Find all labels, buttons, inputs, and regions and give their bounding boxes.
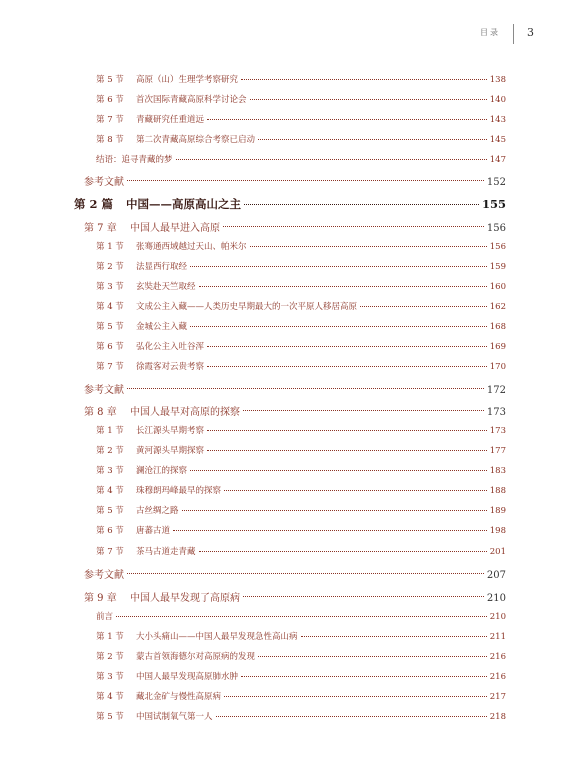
toc-entry-number: 第 5 节 — [96, 712, 124, 722]
toc-entry-text — [96, 300, 357, 312]
leader-dots — [224, 696, 487, 697]
toc-entry-title: 首次国际青藏高原科学讨论会 — [136, 95, 247, 105]
leader-dots — [207, 119, 487, 120]
toc-entry-number: 第 5 节 — [96, 322, 124, 332]
toc-entry-text — [96, 424, 204, 436]
toc-entry-number: 第 4 节 — [96, 302, 124, 312]
header-divider — [513, 24, 514, 44]
toc-entry-number: 第 4 节 — [96, 486, 124, 496]
toc-part-row[interactable] — [74, 196, 506, 212]
toc-page-number: 177 — [489, 446, 506, 456]
toc-references-row[interactable] — [84, 566, 506, 581]
toc-page-number: 173 — [486, 407, 506, 418]
toc-section-row[interactable] — [96, 280, 506, 292]
toc-entry-text — [96, 464, 187, 476]
toc-entry-text — [96, 710, 213, 722]
toc-chapter-row[interactable] — [84, 403, 506, 418]
leader-dots — [182, 510, 487, 511]
toc-entry-number: 第 3 节 — [96, 672, 124, 682]
toc-entry-text — [96, 73, 238, 85]
leader-dots — [207, 366, 487, 367]
toc-entry-title: 中国试制氧气第一人 — [136, 712, 213, 722]
toc-section-row[interactable] — [96, 630, 506, 642]
leader-dots — [224, 490, 487, 491]
toc-page-number: 210 — [486, 593, 506, 604]
toc-entry-number: 第 7 节 — [96, 115, 124, 125]
toc-entry-number: 第 7 节 — [96, 362, 124, 372]
toc-entry-number: 第 8 节 — [96, 135, 124, 145]
toc-entry-title: 澜沧江的探察 — [136, 466, 188, 476]
toc-entry-number: 第 2 节 — [96, 446, 124, 456]
toc-entry-text — [96, 153, 173, 165]
toc-entry-text — [84, 403, 240, 418]
toc-section-row[interactable] — [96, 524, 506, 536]
toc-entry-text — [96, 360, 204, 372]
toc-entry-text — [96, 484, 221, 496]
toc-section-row[interactable] — [96, 320, 506, 332]
toc-entry-number: 第 7 节 — [96, 547, 124, 557]
toc-entry-text — [84, 566, 124, 581]
toc-entry-text — [96, 545, 196, 557]
leader-dots — [127, 180, 484, 181]
toc-entry-text — [96, 113, 204, 125]
toc-chapter-row[interactable] — [84, 219, 506, 234]
toc-section-row[interactable] — [96, 484, 506, 496]
toc-entry-title: 长江源头早期考察 — [136, 426, 205, 436]
leader-dots — [207, 430, 487, 431]
toc-entry-title: 藏北金矿与慢性高原病 — [136, 692, 222, 702]
toc-page-number: 211 — [489, 632, 506, 642]
toc-entry-number: 第 2 篇 — [74, 197, 114, 211]
toc-page-number: 207 — [486, 570, 506, 581]
leader-dots — [190, 266, 487, 267]
toc-entry-title: 大小头痛山——中国人最早发现急性高山病 — [136, 632, 298, 642]
toc-section-row[interactable] — [96, 464, 506, 476]
toc-entry-title: 高原（山）生理学考察研究 — [136, 75, 239, 85]
toc-chapter-row[interactable] — [84, 589, 506, 604]
toc-entry-title: 参考文献 — [84, 385, 124, 396]
toc-entry-text — [96, 444, 204, 456]
toc-page-number: 156 — [486, 223, 506, 234]
leader-dots — [127, 573, 484, 574]
toc-section-row[interactable] — [96, 690, 506, 702]
toc-section-row[interactable] — [96, 710, 506, 722]
toc-entry-number: 第 6 节 — [96, 342, 124, 352]
leader-dots — [250, 246, 487, 247]
leader-dots — [199, 286, 487, 287]
toc-entry-text — [96, 650, 255, 662]
toc-entry-number: 第 8 章 — [84, 407, 117, 418]
toc-section-row[interactable] — [96, 153, 506, 165]
toc-page-number: 143 — [489, 115, 506, 125]
leader-dots — [223, 226, 484, 227]
toc-page-number: 156 — [489, 242, 506, 252]
leader-dots — [250, 99, 487, 100]
toc-section-row[interactable] — [96, 240, 506, 252]
toc-entry-title: 第二次青藏高原综合考察已启动 — [136, 135, 256, 145]
toc-page-number: 168 — [489, 322, 506, 332]
toc-entry-number: 第 1 节 — [96, 242, 124, 252]
toc-entry-title: 金城公主入藏 — [136, 322, 188, 332]
toc-entry-text — [84, 589, 240, 604]
toc-section-row[interactable] — [96, 545, 506, 557]
toc-entry-text — [96, 670, 238, 682]
leader-dots — [360, 306, 487, 307]
toc-page-number: 147 — [489, 155, 506, 165]
leader-dots — [199, 551, 487, 552]
toc-page-number: 145 — [489, 135, 506, 145]
toc-entry-number: 第 5 节 — [96, 506, 124, 516]
toc-entry-title: 玄奘赴天竺取经 — [136, 282, 196, 292]
toc-entry-title: 参考文献 — [84, 570, 124, 581]
toc-page-number: 210 — [489, 612, 506, 622]
toc-entry-title: 青藏研究任重道远 — [136, 115, 205, 125]
toc-entry-title: 茶马古道走青藏 — [136, 547, 196, 557]
leader-dots — [244, 204, 479, 205]
toc-entry-text — [96, 524, 170, 536]
leader-dots — [258, 656, 487, 657]
toc-entry-number: 第 2 节 — [96, 262, 124, 272]
toc-page-number: 170 — [489, 362, 506, 372]
toc-section-row[interactable] — [96, 610, 506, 622]
page-number: 3 — [527, 26, 534, 39]
toc-entry-number: 第 1 节 — [96, 426, 124, 436]
toc-entry-text — [96, 610, 113, 622]
toc-entry-number: 第 3 节 — [96, 282, 124, 292]
toc-entry-title: 张骞通西域越过天山、帕米尔 — [136, 242, 247, 252]
leader-dots — [176, 159, 487, 160]
toc-entry-text — [84, 381, 124, 396]
toc-page-number: 155 — [481, 197, 506, 211]
leader-dots — [258, 139, 487, 140]
toc-page-number: 217 — [489, 692, 506, 702]
toc-page-number: 216 — [489, 652, 506, 662]
toc-page-number: 183 — [489, 466, 506, 476]
toc-entry-text — [84, 219, 220, 234]
toc-entry-text — [96, 320, 187, 332]
leader-dots — [116, 616, 487, 617]
toc-entry-number: 第 1 节 — [96, 632, 124, 642]
toc-page-number: 140 — [489, 95, 506, 105]
toc-entry-title: 中国人最早对高原的探察 — [130, 407, 240, 418]
toc-entry-title: 中国人最早发现了高原病 — [130, 593, 240, 604]
toc-references-row[interactable] — [84, 381, 506, 396]
toc-entry-title: 中国——高原高山之主 — [126, 197, 241, 211]
toc-entry-title: 黄河源头早期探察 — [136, 446, 205, 456]
toc-page-number: 138 — [489, 75, 506, 85]
toc-entry-number: 第 6 节 — [96, 95, 124, 105]
toc-entry-title: 中国人最早发现高原肺水肿 — [136, 672, 239, 682]
toc-entry-text — [84, 173, 124, 188]
toc-entry-title: 蒙古首领海德尔对高原病的发现 — [136, 652, 256, 662]
toc-entry-title: 中国人最早进入高原 — [130, 223, 220, 234]
toc-section-row[interactable] — [96, 73, 506, 85]
toc-section-row[interactable] — [96, 93, 506, 105]
toc-page-number: 172 — [486, 385, 506, 396]
toc-entry-text — [96, 93, 247, 105]
toc-entry-text — [96, 133, 255, 145]
toc-entry-title: 文成公主入藏——人类历史早期最大的一次平原人移居高原 — [136, 302, 358, 312]
toc-page-number: 173 — [489, 426, 506, 436]
toc-section-row[interactable] — [96, 360, 506, 372]
leader-dots — [190, 470, 487, 471]
toc-section-row[interactable] — [96, 340, 506, 352]
toc-page-number: 162 — [489, 302, 506, 312]
toc-entry-text — [96, 690, 221, 702]
toc-entry-number: 第 5 节 — [96, 75, 124, 85]
toc-entry-text — [96, 504, 179, 516]
toc-section-row[interactable] — [96, 260, 506, 272]
page-header — [0, 24, 564, 44]
toc-entry-title: 唐蕃古道 — [136, 526, 171, 536]
toc-page-number: 169 — [489, 342, 506, 352]
toc-entry-title: 古丝绸之路 — [136, 506, 179, 516]
toc-entry-number: 第 2 节 — [96, 652, 124, 662]
toc-page-number: 198 — [489, 526, 506, 536]
toc-section-row[interactable] — [96, 300, 506, 312]
running-head: 目录 — [480, 28, 500, 37]
toc-entry-title: 徐霞客对云贵考察 — [136, 362, 205, 372]
leader-dots — [207, 346, 487, 347]
leader-dots — [243, 596, 484, 597]
toc-page-number: 189 — [489, 506, 506, 516]
toc-entry-title: 前言 — [96, 612, 114, 622]
toc-entry-number: 第 6 节 — [96, 526, 124, 536]
toc-entry-number: 第 9 章 — [84, 593, 117, 604]
toc-entry-text — [96, 630, 298, 642]
toc-section-row[interactable] — [96, 670, 506, 682]
toc-section-row[interactable] — [96, 504, 506, 516]
leader-dots — [127, 388, 484, 389]
leader-dots — [241, 676, 487, 677]
toc-page-number: 201 — [489, 547, 506, 557]
leader-dots — [243, 410, 484, 411]
toc-page-number: 159 — [489, 262, 506, 272]
leader-dots — [241, 79, 487, 80]
toc-page-number: 152 — [486, 177, 506, 188]
toc-entry-title: 参考文献 — [84, 177, 124, 188]
toc-entry-title: 珠穆朗玛峰最早的探察 — [136, 486, 222, 496]
toc-section-row[interactable] — [96, 113, 506, 125]
toc-references-row[interactable] — [84, 173, 506, 188]
toc-section-row[interactable] — [96, 133, 506, 145]
toc-page-number: 218 — [489, 712, 506, 722]
toc-section-row[interactable] — [96, 650, 506, 662]
toc-page-number: 160 — [489, 282, 506, 292]
leader-dots — [301, 636, 487, 637]
leader-dots — [173, 530, 487, 531]
toc-entry-text — [96, 240, 247, 252]
toc-section-row[interactable] — [96, 424, 506, 436]
leader-dots — [190, 326, 487, 327]
toc-entry-text — [96, 260, 187, 272]
toc-entry-text — [74, 196, 241, 212]
toc-entry-title: 法显西行取经 — [136, 262, 188, 272]
toc-entry-number: 第 3 节 — [96, 466, 124, 476]
toc-entry-number: 第 4 节 — [96, 692, 124, 702]
toc-entry-text — [96, 340, 204, 352]
toc-entry-title: 结语：追寻青藏的梦 — [96, 155, 173, 165]
toc-page-number: 188 — [489, 486, 506, 496]
leader-dots — [207, 450, 487, 451]
toc-entry-title: 弘化公主入吐谷浑 — [136, 342, 205, 352]
toc-entry-text — [96, 280, 196, 292]
toc-section-row[interactable] — [96, 444, 506, 456]
leader-dots — [216, 716, 487, 717]
toc-page-number: 216 — [489, 672, 506, 682]
toc-entry-number: 第 7 章 — [84, 223, 117, 234]
